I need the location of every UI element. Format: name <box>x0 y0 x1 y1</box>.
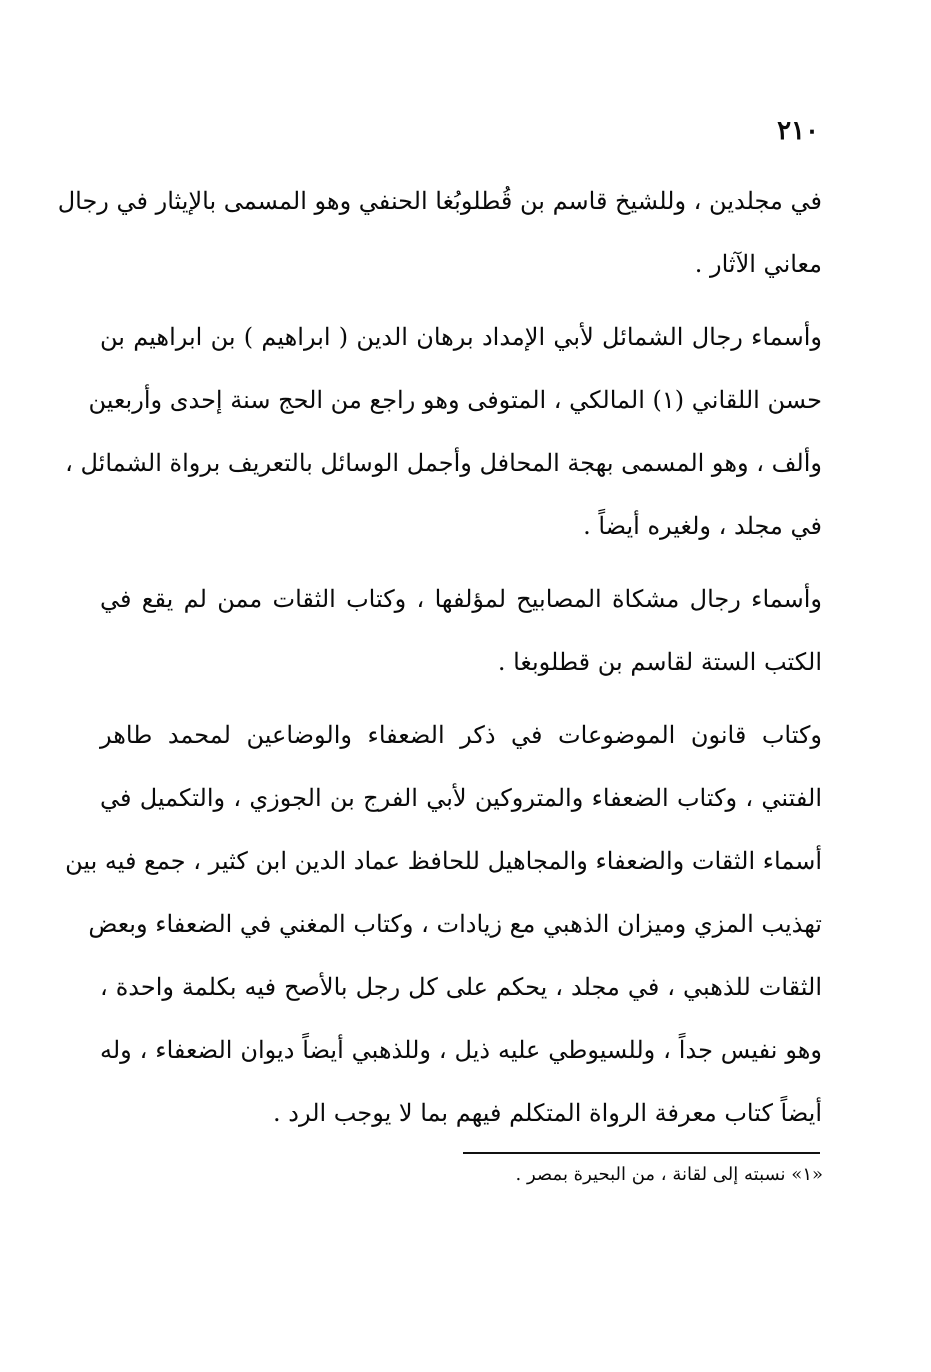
text-line: أسماء الثقات والضعفاء والمجاهيل للحافظ عماد الدين ابن كثير ، جمع فيه بين <box>65 847 822 875</box>
page-number: ٢١٠ <box>777 116 819 146</box>
paragraph-4 <box>65 704 822 1145</box>
text-line: الكتب الستة لقاسم بن قطلوبغا . <box>497 648 822 676</box>
text-line: وأسماء رجال مشكاة المصابيح لمؤلفها ، وكتاب الثقات ممن لم يقع في <box>100 585 822 613</box>
text-line: الثقات للذهبي ، في مجلد ، يحكم على كل رجل بالأصح فيه بكلمة واحدة ، <box>100 973 822 1001</box>
footnote: «١» نسبته إلى لقانة ، من البحيرة بمصر . <box>515 1164 823 1185</box>
text-line: الفتني ، وكتاب الضعفاء والمتروكين لأبي الفرج بن الجوزي ، والتكميل في <box>100 784 822 812</box>
text-line: وكتاب قانون الموضوعات في ذكر الضعفاء والوضاعين لمحمد طاهر <box>100 721 822 749</box>
text-line: حسن اللقاني (١) المالكي ، المتوفى وهو راجع من الحج سنة إحدى وأربعين <box>88 386 822 414</box>
text-line: في مجلد ، ولغيره أيضاً . <box>583 512 822 540</box>
text-line: معاني الآثار . <box>694 250 822 278</box>
paragraph-2 <box>65 306 822 558</box>
text-line: تهذيب المزي وميزان الذهبي مع زيادات ، وكتاب المغني في الضعفاء وبعض <box>88 910 822 938</box>
body-text <box>57 170 822 1145</box>
paragraph-3 <box>100 568 822 694</box>
text-line: وهو نفيس جداً ، وللسيوطي عليه ذيل ، وللذهبي أيضاً ديوان الضعفاء ، وله <box>100 1036 822 1064</box>
text-line: في مجلدين ، وللشيخ قاسم بن قُطلوبُغا الحنفي وهو المسمى بالإيثار في رجال <box>57 187 822 215</box>
text-line: وألف ، وهو المسمى بهجة المحافل وأجمل الوسائل بالتعريف برواة الشمائل ، <box>65 449 822 477</box>
text-line: أيضاً كتاب معرفة الرواة المتكلم فيهم بما لا يوجب الرد . <box>273 1099 822 1127</box>
text-line: وأسماء رجال الشمائل لأبي الإمداد برهان الدين ( ابراهيم ) بن ابراهيم بن <box>100 323 822 351</box>
footnote-separator <box>463 1152 820 1154</box>
paragraph-1 <box>57 170 822 296</box>
